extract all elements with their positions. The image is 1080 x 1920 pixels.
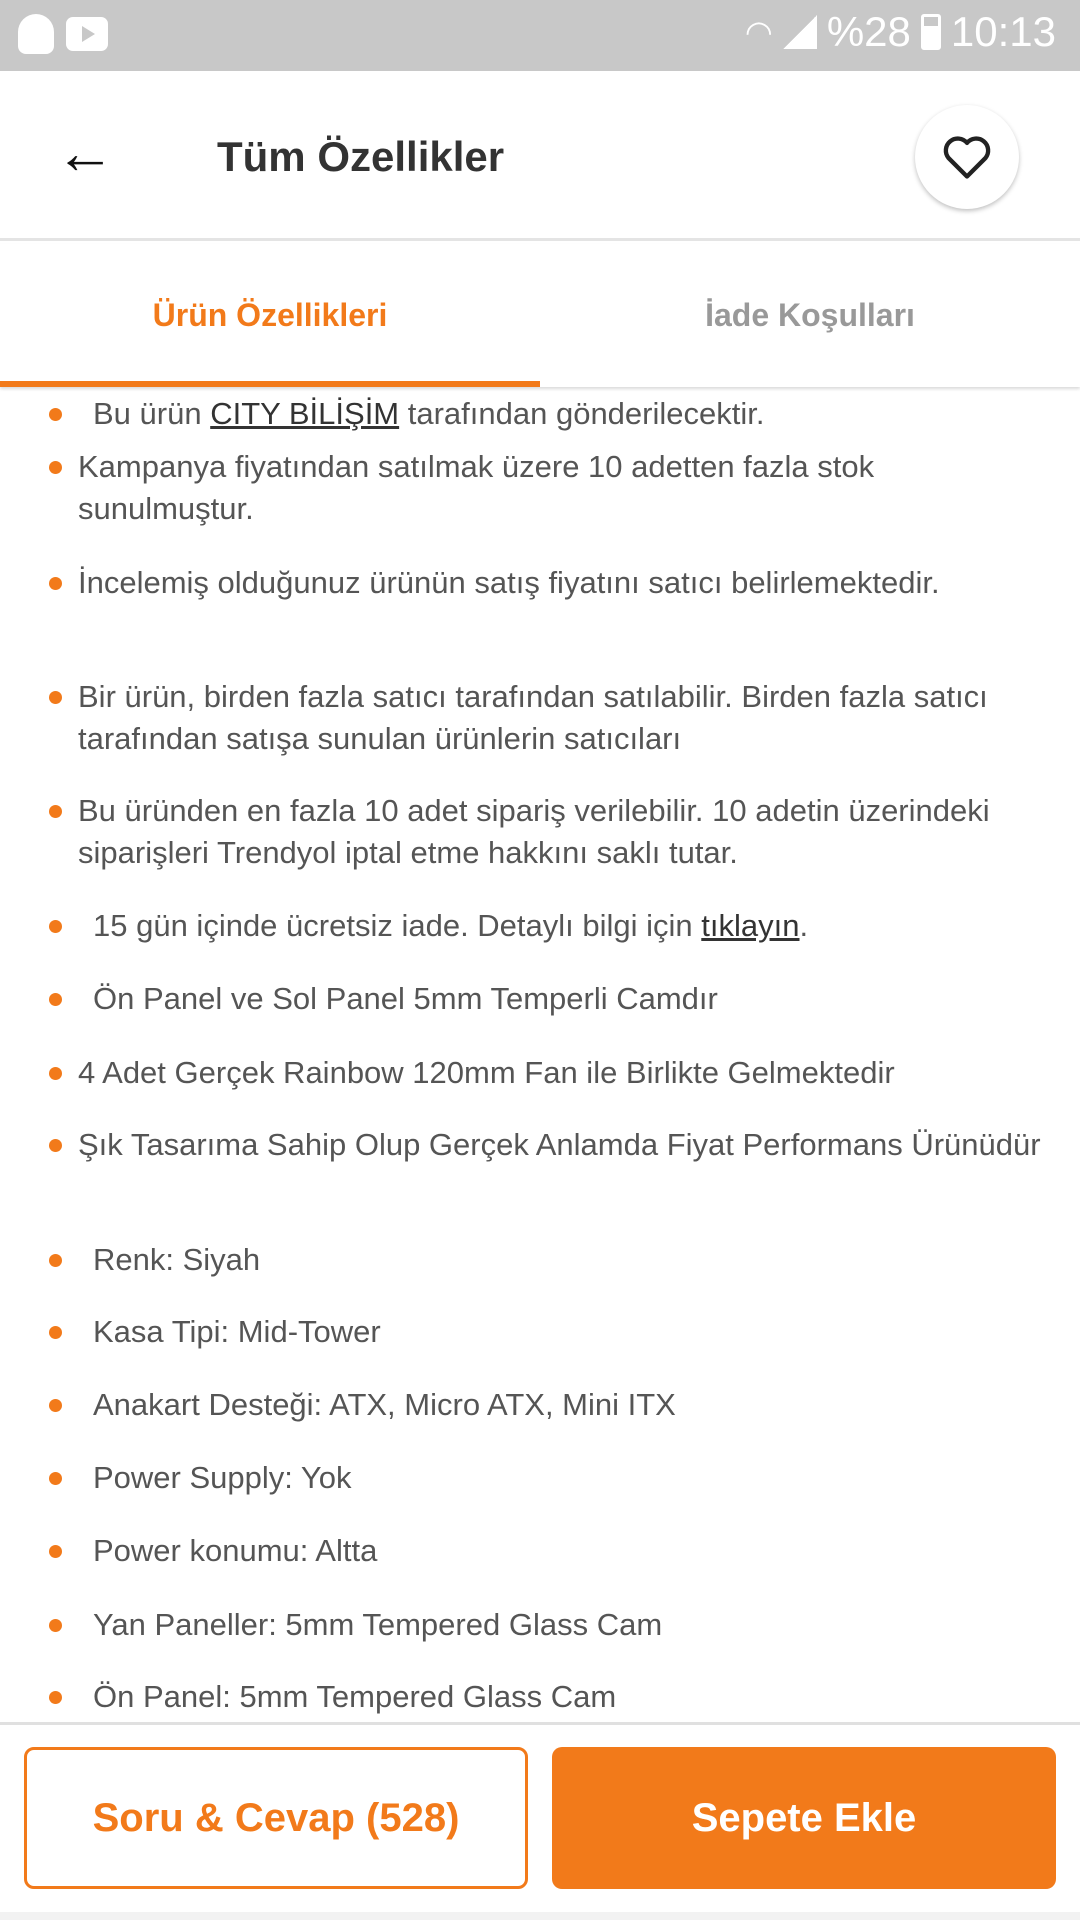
- snapchat-icon: [18, 14, 54, 54]
- list-item: Kasa Tipi: Mid-Tower: [46, 1311, 1056, 1353]
- signal-icon: [783, 15, 817, 49]
- qa-button[interactable]: Soru & Cevap (528): [24, 1747, 528, 1889]
- status-bar: [0, 0, 1080, 71]
- app-header: [0, 71, 1080, 241]
- list-item: Şık Tasarıma Sahip Olup Gerçek Anlamda Fiyat Performans Ürünüdür: [46, 1124, 1056, 1166]
- favorite-button[interactable]: [915, 105, 1019, 209]
- wifi-icon: ◠: [744, 14, 773, 50]
- footer-strip: [0, 1912, 1080, 1920]
- list-item: Bu ürün CITY BİLİŞİM tarafından gönderilecektir.: [46, 393, 1056, 435]
- features-list[interactable]: [0, 366, 1080, 1722]
- list-item: 15 gün içinde ücretsiz iade. Detaylı bilgi için tıklayın.: [46, 905, 1056, 947]
- seller-link[interactable]: CITY BİLİŞİM: [210, 396, 400, 431]
- page-title: Tüm Özellikler: [217, 133, 505, 180]
- battery-icon: [921, 14, 941, 50]
- add-to-cart-button[interactable]: Sepete Ekle: [552, 1747, 1056, 1889]
- list-item: Bir ürün, birden fazla satıcı tarafından satılabilir. Birden fazla satıcı tarafından satışa sunulan ürünlerin satıcıları: [46, 676, 1056, 760]
- list-item: Ön Panel: 5mm Tempered Glass Cam: [46, 1676, 1056, 1718]
- list-item: Ön Panel ve Sol Panel 5mm Temperli Camdır: [46, 978, 1056, 1020]
- list-item: Bu üründen en fazla 10 adet sipariş verilebilir. 10 adetin üzerindeki siparişleri Trendyol iptal etme hakkını saklı tutar.: [46, 790, 1056, 874]
- youtube-icon: [66, 17, 108, 51]
- list-item: İncelemiş olduğunuz ürünün satış fiyatını satıcı belirlemektedir.: [46, 562, 1056, 604]
- list-item: Yan Paneller: 5mm Tempered Glass Cam: [46, 1604, 1056, 1646]
- list-item: Anakart Desteği: ATX, Micro ATX, Mini ITX: [46, 1384, 1056, 1426]
- list-item: 4 Adet Gerçek Rainbow 120mm Fan ile Birlikte Gelmektedir: [46, 1052, 1056, 1094]
- tab-product-features[interactable]: Ürün Özellikleri: [0, 244, 540, 387]
- tab-return-conditions[interactable]: İade Koşulları: [705, 297, 915, 333]
- battery-percent: %28: [826, 8, 911, 55]
- list-item: Renk: Siyah: [46, 1239, 1056, 1281]
- list-item: Power konumu: Altta: [46, 1530, 1056, 1572]
- list-item: Power Supply: Yok: [46, 1457, 1056, 1499]
- back-arrow-icon[interactable]: ←: [55, 119, 115, 186]
- clock: 10:13: [950, 8, 1056, 55]
- bottom-action-bar: [0, 1722, 1080, 1920]
- list-item: Kampanya fiyatından satılmak üzere 10 adetten fazla stok sunulmuştur.: [46, 446, 1056, 530]
- return-info-link[interactable]: tıklayın: [701, 908, 800, 943]
- heart-icon: [941, 133, 993, 181]
- tab-bar: [0, 244, 1080, 387]
